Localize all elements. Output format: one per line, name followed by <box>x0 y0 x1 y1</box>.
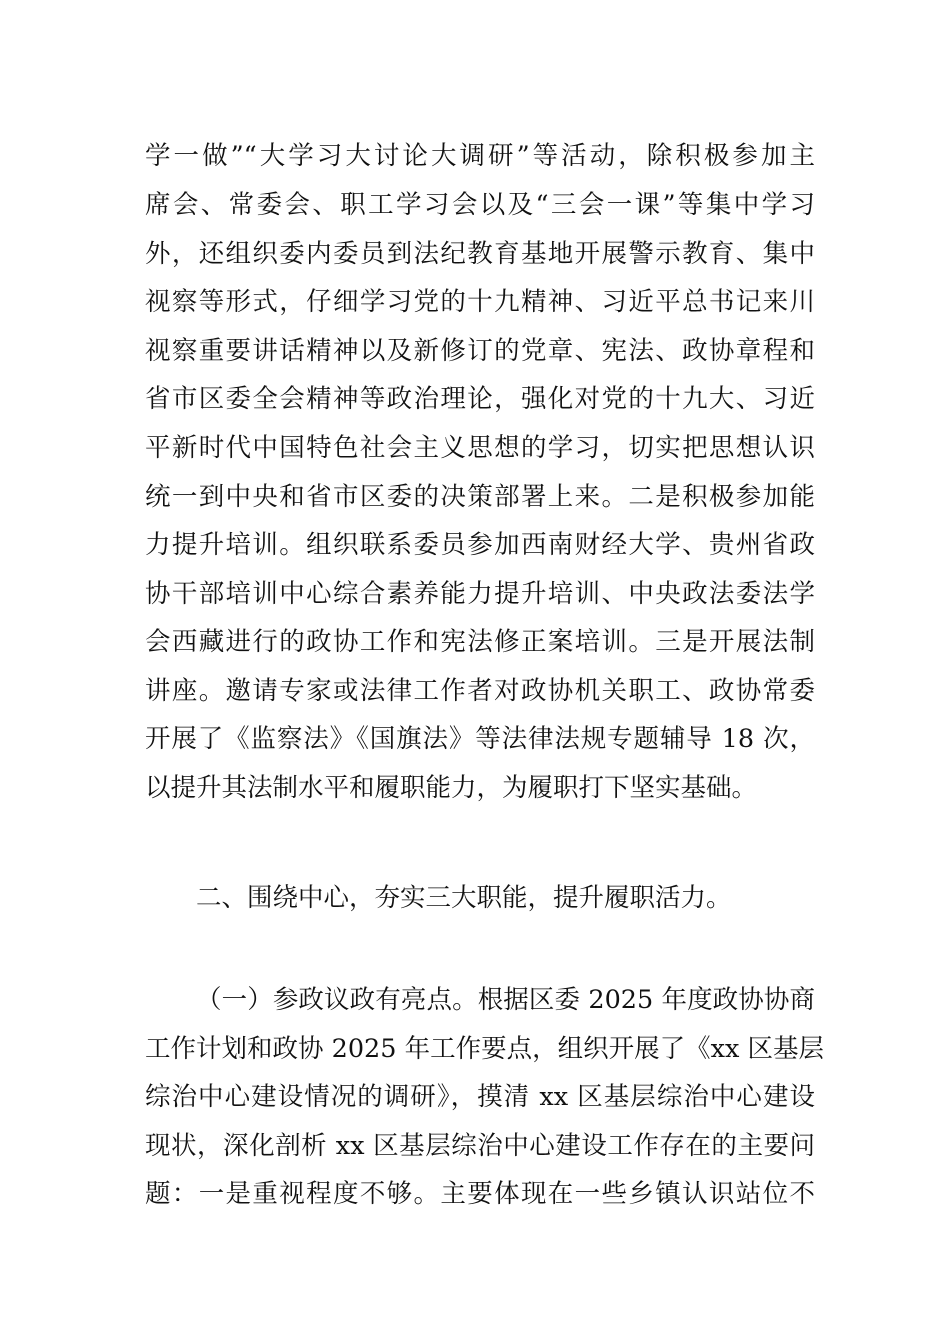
text-line: 力提升培训。组织联系委员参加西南财经大学、贵州省政 <box>145 530 815 560</box>
text-line: 综治中心建设情况的调研》，摸清 xx 区基层综治中心建设 <box>145 1082 815 1112</box>
text-line: 视察重要讲话精神以及新修订的党章、宪法、政协章程和 <box>145 336 815 366</box>
text-line: 以提升其法制水平和履职能力，为履职打下坚实基础。 <box>145 773 758 803</box>
text-line: 外，还组织委内委员到法纪教育基地开展警示教育、集中 <box>145 239 815 269</box>
text-line: 统一到中央和省市区委的决策部署上来。二是积极参加能 <box>145 482 815 512</box>
text-line: 讲座。邀请专家或法律工作者对政协机关职工、政协常委 <box>145 676 815 706</box>
text-line: 现状，深化剖析 xx 区基层综治中心建设工作存在的主要问 <box>145 1131 815 1161</box>
text-line: 省市区委全会精神等政治理论，强化对党的十九大、习近 <box>145 384 815 414</box>
text-line: 会西藏进行的政协工作和宪法修正案培训。三是开展法制 <box>145 627 815 657</box>
text-line: 学一做”“大学习大讨论大调研”等活动，除积极参加主 <box>145 141 815 171</box>
text-line: 工作计划和政协 2025 年工作要点，组织开展了《xx 区基层 <box>145 1034 824 1064</box>
text-line: 开展了《监察法》《国旗法》等法律法规专题辅导 18 次， <box>145 724 815 754</box>
text-line: （一）参政议政有亮点。根据区委 2025 年度政协协商 <box>196 985 815 1015</box>
text-line: 视察等形式，仔细学习党的十九精神、习近平总书记来川 <box>145 287 815 317</box>
text-line: 题：一是重视程度不够。主要体现在一些乡镇认识站位不 <box>145 1179 815 1209</box>
text-line: 平新时代中国特色社会主义思想的学习，切实把思想认识 <box>145 433 815 463</box>
section-heading: 二、围绕中心，夯实三大职能，提升履职活力。 <box>196 883 732 913</box>
text-line: 协干部培训中心综合素养能力提升培训、中央政法委法学 <box>145 579 815 609</box>
text-line: 席会、常委会、职工学习会以及“三会一课”等集中学习 <box>145 190 815 220</box>
